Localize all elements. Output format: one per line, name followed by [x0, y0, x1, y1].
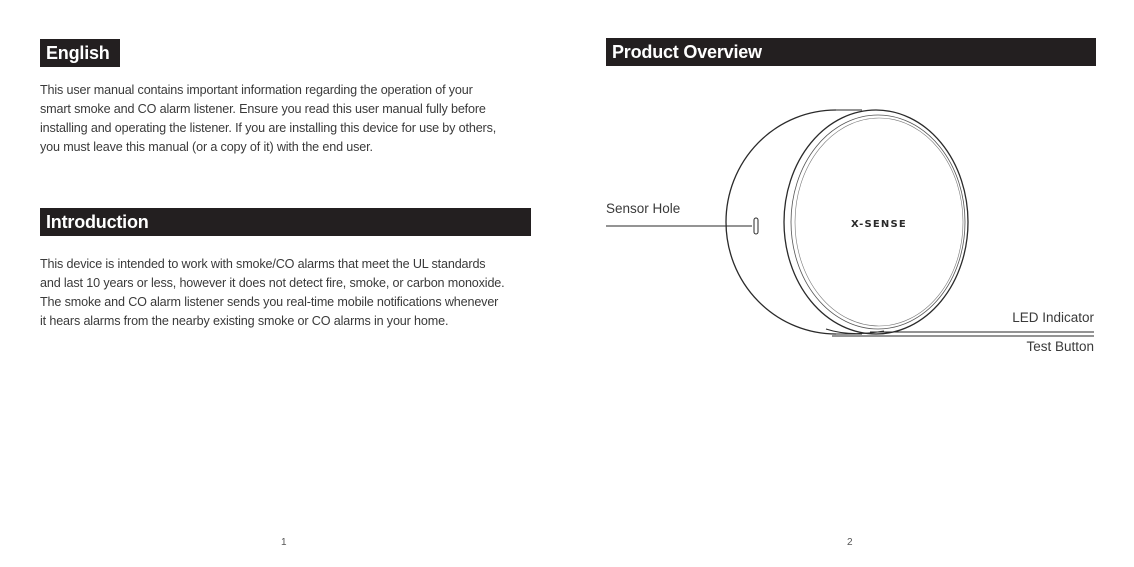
introduction-paragraph: This device is intended to work with smoke/CO alarms that meet the UL standards and last 10 years or less, however it does not detect fire, smoke, or carbon monoxide. The smoke and CO alarm listener sends you real-time mobile notifications whenever it hears alarms from the nearby existing smoke or CO alarms in your home.	[40, 257, 505, 328]
sensor-hole-label: Sensor Hole	[606, 201, 681, 216]
english-paragraph: This user manual contains important information regarding the operation of your smart smoke and CO alarm listener. Ensure you read this user manual fully before installing and operating the listener. If you are installing this device for use by others, you must leave this manual (or a copy of it) with the end user.	[40, 83, 497, 154]
device-brand-text: X-SENSE	[851, 219, 907, 230]
test-button-label: Test Button	[1026, 339, 1094, 354]
sensor-hole	[754, 218, 758, 234]
english-heading	[40, 39, 120, 67]
led-indicator-label: LED Indicator	[1012, 310, 1094, 325]
introduction-heading-text: Introduction	[46, 212, 149, 232]
product-overview-heading-text: Product Overview	[612, 42, 762, 62]
page-number-left: 1	[281, 537, 287, 548]
product-overview-heading	[606, 38, 1096, 66]
english-heading-text: English	[46, 43, 110, 63]
product-diagram	[600, 100, 1100, 360]
introduction-heading	[40, 208, 531, 236]
page-number-right: 2	[847, 537, 853, 548]
